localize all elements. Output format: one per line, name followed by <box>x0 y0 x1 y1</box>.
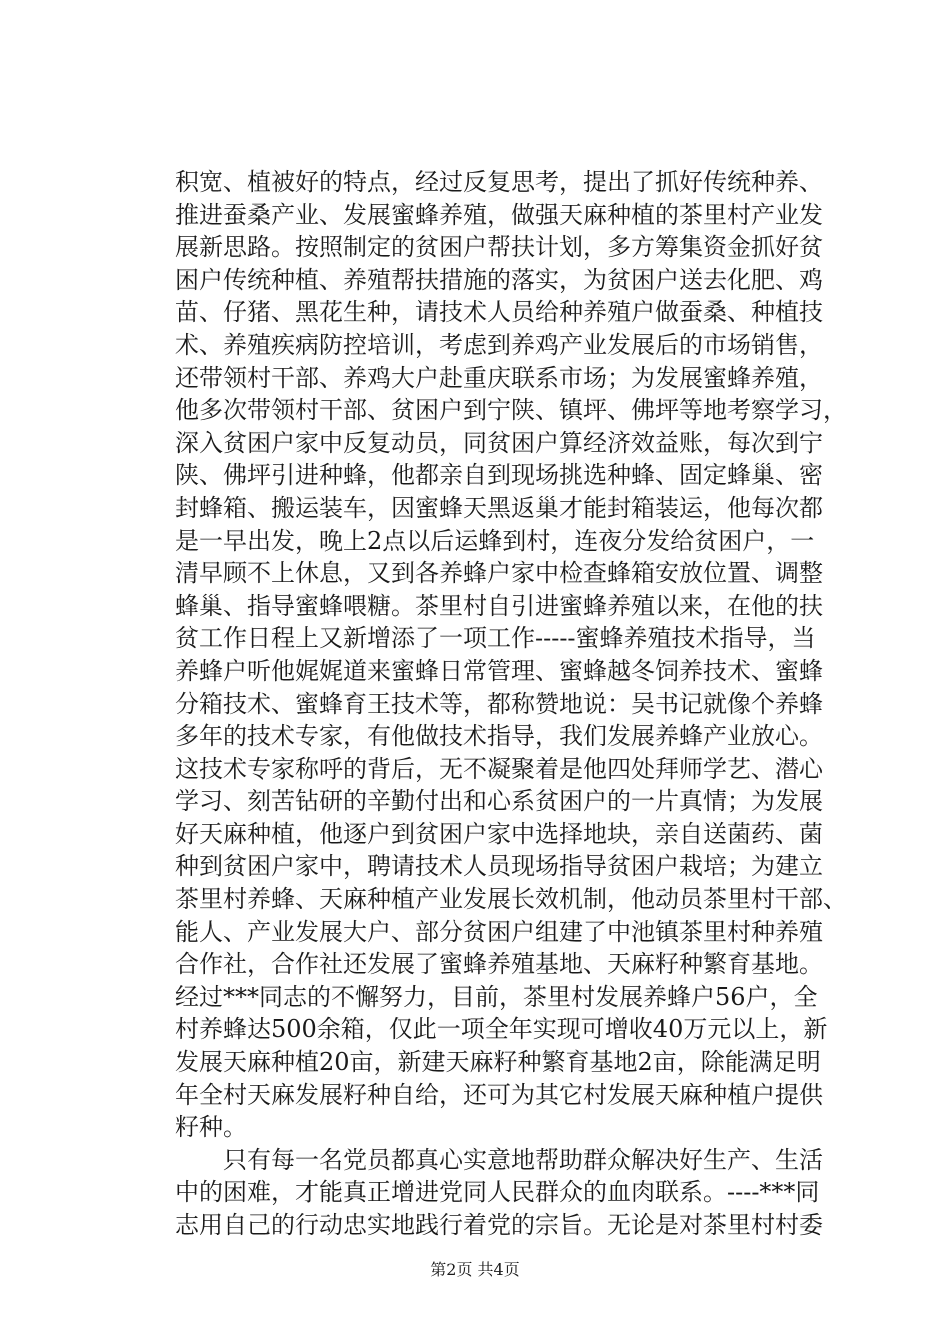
text-line: 他多次带领村干部、贫困户到宁陕、镇坪、佛坪等地考察学习， <box>175 396 847 425</box>
text-line: 展新思路。按照制定的贫困户帮扶计划，多方筹集资金抓好贫 <box>175 233 823 262</box>
text-line: 推进蚕桑产业、发展蜜蜂养殖，做强天麻种植的茶里村产业发 <box>175 200 823 229</box>
text-line: 籽种。 <box>175 1113 247 1142</box>
text-line: 清早顾不上休息，又到各养蜂户家中检查蜂箱安放位置、调整 <box>175 559 823 588</box>
text-line: 志用自己的行动忠实地践行着党的宗旨。无论是对茶里村村委 <box>175 1211 823 1239</box>
text-line: 合作社，合作社还发展了蜜蜂养殖基地、天麻籽种繁育基地。 <box>175 950 823 979</box>
text-line: 积宽、植被好的特点，经过反复思考，提出了抓好传统种养、 <box>175 168 823 196</box>
text-line: 种到贫困户家中，聘请技术人员现场指导贫困户栽培；为建立 <box>175 852 823 881</box>
text-line: 年全村天麻发展籽种自给，还可为其它村发展天麻种植户提供 <box>175 1080 823 1109</box>
page-number-label: 第2页 共4页 <box>430 1260 520 1279</box>
body-text <box>175 166 847 1242</box>
text-line: 茶里村养蜂、天麻种植产业发展长效机制，他动员茶里村干部、 <box>175 885 847 914</box>
text-line: 封蜂箱、搬运装车，因蜜蜂天黑返巢才能封箱装运，他每次都 <box>175 493 823 522</box>
text-line: 这技术专家称呼的背后，无不凝聚着是他四处拜师学艺、潜心 <box>175 754 823 783</box>
text-line: 学习、刻苦钻研的辛勤付出和心系贫困户的一片真情；为发展 <box>175 787 823 816</box>
text-line: 村养蜂达500余箱，仅此一项全年实现可增收40万元以上，新 <box>175 1015 828 1044</box>
text-line: 是一早出发，晚上2点以后运蜂到村，连夜分发给贫困户，一 <box>175 526 815 555</box>
text-line: 好天麻种植，他逐户到贫困户家中选择地块，亲自送菌药、菌 <box>175 819 823 848</box>
text-line: 术、养殖疾病防控培训，考虑到养鸡产业发展后的市场销售， <box>175 330 823 359</box>
text-line: 分箱技术、蜜蜂育王技术等，都称赞地说：吴书记就像个养蜂 <box>175 689 823 718</box>
text-line: 能人、产业发展大户、部分贫困户组建了中池镇茶里村种养殖 <box>175 917 823 946</box>
text-line: 中的困难，才能真正增进党同人民群众的血肉联系。----***同 <box>175 1178 820 1207</box>
text-line: 困户传统种植、养殖帮扶措施的落实，为贫困户送去化肥、鸡 <box>175 265 823 294</box>
text-line: 蜂巢、指导蜜蜂喂糖。茶里村自引进蜜蜂养殖以来，在他的扶 <box>175 591 823 620</box>
text-line: 发展天麻种植20亩，新建天麻籽种繁育基地2亩，除能满足明 <box>175 1048 821 1077</box>
text-line: 还带领村干部、养鸡大户赴重庆联系市场；为发展蜜蜂养殖， <box>175 363 823 392</box>
page-footer <box>0 1257 950 1280</box>
text-line: 苗、仔猪、黑花生种，请技术人员给种养殖户做蚕桑、种植技 <box>175 298 823 327</box>
text-line: 深入贫困户家中反复动员，同贫困户算经济效益账，每次到宁 <box>175 428 823 457</box>
text-line: 只有每一名党员都真心实意地帮助群众解决好生产、生活 <box>175 1145 823 1174</box>
text-line: 贫工作日程上又新增添了一项工作-----蜜蜂养殖技术指导，当 <box>175 624 816 653</box>
text-line: 多年的技术专家，有他做技术指导，我们发展养蜂产业放心。 <box>175 722 823 751</box>
text-line: 陕、佛坪引进种蜂，他都亲自到现场挑选种蜂、固定蜂巢、密 <box>175 461 823 490</box>
text-line: 经过***同志的不懈努力，目前，茶里村发展养蜂户56户，全 <box>175 982 818 1011</box>
text-line: 养蜂户听他娓娓道来蜜蜂日常管理、蜜蜂越冬饲养技术、蜜蜂 <box>175 656 823 685</box>
